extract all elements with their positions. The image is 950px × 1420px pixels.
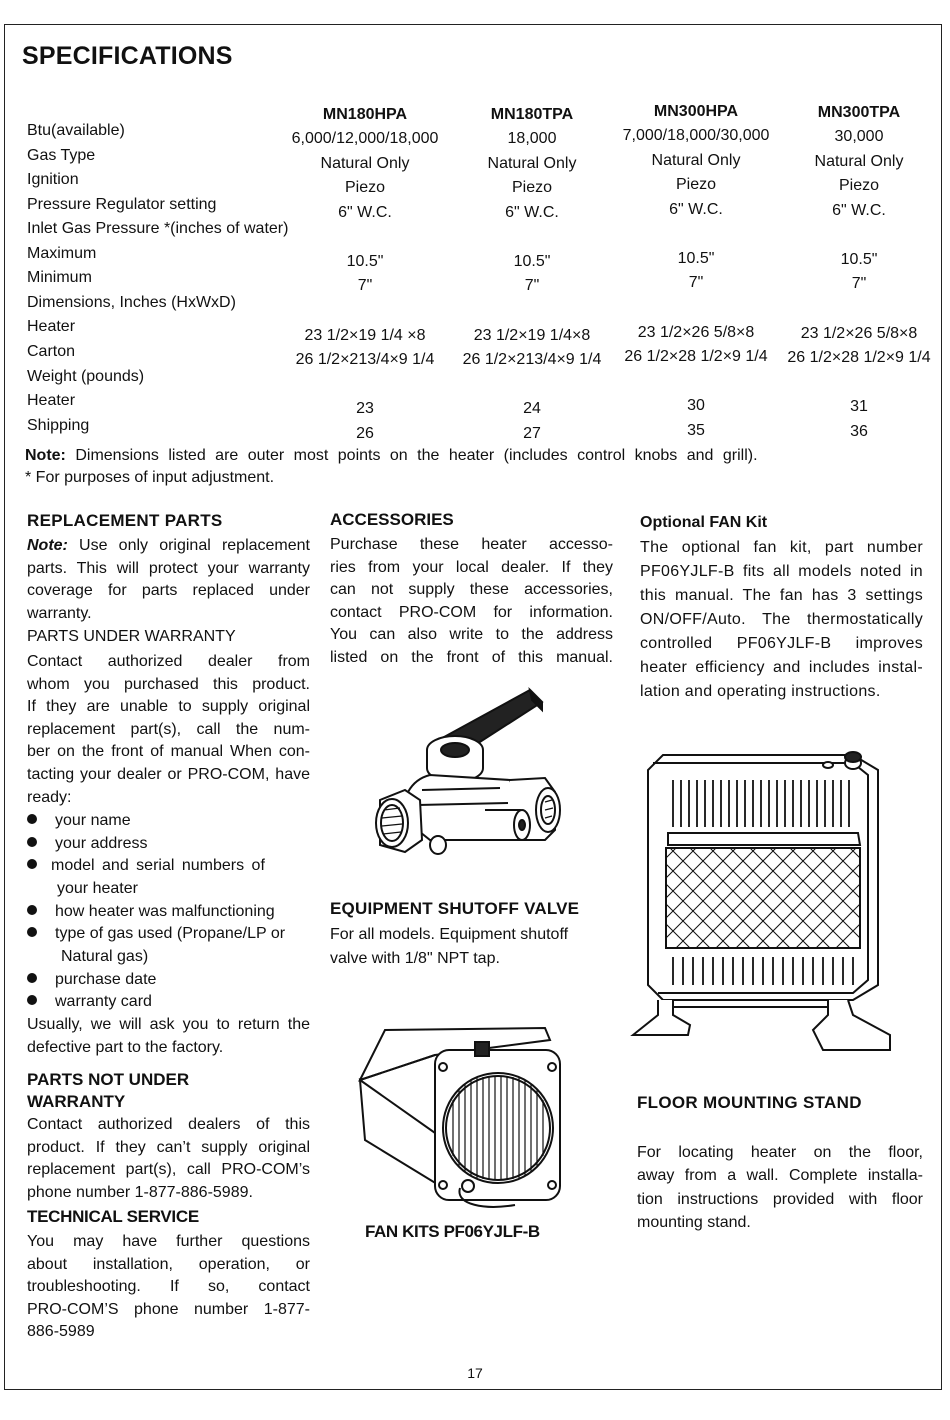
list-item: [27, 833, 148, 856]
list-item-text: type of gas used (Propane/LP or: [55, 925, 286, 942]
heading-line: PARTS NOT UNDER: [27, 1070, 190, 1089]
fan-kit-text: [640, 536, 923, 704]
list-item: [27, 991, 152, 1014]
spec-cell-ship-weight: 36: [850, 423, 868, 440]
floor-stand-text: [637, 1141, 923, 1234]
text-line: Contact authorized dealer from: [27, 653, 310, 670]
text-line: ber on the front of manual When con-: [27, 743, 310, 761]
bullet-icon: [27, 859, 37, 869]
row-label-carton: Carton: [27, 343, 76, 360]
list-item-text: warranty card: [55, 993, 152, 1010]
text-line: listed on the front of this manual.: [330, 648, 613, 666]
floor-stand-heading: FLOOR MOUNTING STAND: [637, 1093, 862, 1112]
text-line: this manual. The fan has 3 settings: [640, 587, 923, 604]
text-line: The optional fan kit, part number: [640, 539, 923, 556]
spec-cell-minimum: 7": [688, 274, 704, 291]
text-line: controlled PF06YJLF-B improves: [640, 635, 923, 652]
spec-cell-carton-dim: 26 1/2×28 1/2×9 1/4: [624, 348, 768, 365]
note-line: Use only original replacement: [67, 537, 310, 554]
text-line: tacting your dealer or PRO-COM, have: [27, 765, 310, 783]
bullet-icon: [27, 995, 37, 1005]
heading-line: WARRANTY: [27, 1092, 126, 1111]
technical-service-text: [27, 1231, 310, 1344]
accessories-heading: ACCESSORIES: [330, 510, 454, 529]
row-label-maximum: Maximum: [27, 245, 97, 262]
text-line: replacement part(s), call the num-: [27, 720, 310, 738]
text-line: ON/OFF/Auto. The thermostatically: [640, 611, 923, 628]
spec-cell-ignition: Piezo: [344, 179, 386, 196]
technical-service-heading: TECHNICAL SERVICE: [27, 1207, 199, 1226]
replacement-parts-heading: REPLACEMENT PARTS: [27, 511, 223, 530]
row-label-inlet-pressure: Inlet Gas Pressure *(inches of water): [27, 220, 289, 237]
note-label: Note:: [25, 447, 66, 464]
shutoff-valve-text: [330, 923, 568, 971]
text-line: Purchase these heater accesso-: [330, 536, 613, 553]
spec-cell-heater-dim: 23 1/2×19 1/4 ×8: [304, 327, 426, 344]
under-warranty-text: [27, 651, 310, 809]
text-line: ready:: [27, 788, 72, 806]
row-label-regulator: Pressure Regulator setting: [27, 196, 217, 213]
spec-cell-gas: Natural Only: [651, 152, 741, 169]
text-line: tion instructions provided with floor: [637, 1190, 923, 1208]
list-item-text: purchase date: [55, 971, 157, 988]
spec-cell-carton-dim: 26 1/2×28 1/2×9 1/4: [787, 349, 931, 366]
list-item: [27, 810, 131, 833]
row-label-btu: Btu(available): [27, 122, 125, 139]
spec-cell-regulator: 6" W.C.: [505, 204, 559, 221]
list-item-text: your address: [55, 835, 148, 852]
text-line: You may have further questions: [27, 1233, 310, 1250]
spec-cell-maximum: 10.5": [840, 251, 878, 268]
parts-not-under-warranty-heading: [27, 1069, 189, 1113]
text-line: For locating heater on the floor,: [637, 1144, 923, 1161]
bullet-icon: [27, 905, 37, 915]
list-item-continuation: Natural gas): [61, 948, 149, 965]
spec-cell-gas: Natural Only: [320, 155, 410, 172]
spec-cell-btu: 7,000/18,000/30,000: [622, 127, 770, 144]
spec-cell-maximum: 10.5": [513, 253, 551, 270]
text-line: about installation, operation, or: [27, 1255, 310, 1273]
spec-cell-btu: 6,000/12,000/18,000: [291, 130, 439, 147]
spec-cell-carton-dim: 26 1/2×213/4×9 1/4: [462, 351, 602, 368]
not-under-warranty-text: [27, 1114, 310, 1204]
spec-cell-gas: Natural Only: [814, 153, 904, 170]
row-label-ignition: Ignition: [27, 171, 79, 188]
spec-cell-heater-weight: 23: [356, 400, 374, 417]
list-item: [27, 901, 275, 924]
row-label-shipping: Shipping: [27, 417, 90, 434]
spec-cell-regulator: 6" W.C.: [832, 202, 886, 219]
note-line: coverage for parts replaced under: [27, 582, 310, 600]
list-item-continuation: your heater: [57, 880, 138, 897]
row-label-weight: Weight (pounds): [27, 368, 145, 385]
accessories-text: [330, 534, 613, 670]
text-line: PRO-COM’S phone number 1-877-: [27, 1300, 310, 1318]
text-line: defective part to the factory.: [27, 1038, 224, 1056]
return-part-text: [27, 1014, 310, 1059]
text-line: You can also write to the address: [330, 626, 613, 644]
text-line: replacement part(s), call PRO-COM’s: [27, 1161, 310, 1179]
spec-cell-maximum: 10.5": [677, 250, 715, 267]
spec-cell-minimum: 7": [851, 275, 867, 292]
spec-cell-minimum: 7": [357, 277, 373, 294]
row-label-dimensions: Dimensions, Inches (HxWxD): [27, 294, 236, 311]
text-line: heater efficiency and includes instal-: [640, 659, 923, 676]
list-item-text: model and serial numbers of: [51, 857, 265, 874]
text-line: contact PRO-COM for information.: [330, 603, 613, 621]
text-line: valve with 1/8" NPT tap.: [330, 950, 500, 967]
text-line: 886-5989: [27, 1323, 95, 1341]
parts-under-warranty-heading: PARTS UNDER WARRANTY: [27, 628, 236, 645]
list-item: [27, 923, 285, 946]
spec-cell-heater-weight: 31: [850, 398, 868, 415]
note-label: Note:: [27, 537, 68, 554]
row-label-minimum: Minimum: [27, 269, 92, 286]
note-line: parts. This will protect your warranty: [27, 559, 310, 577]
spec-footnote: * For purposes of input adjustment.: [25, 469, 275, 486]
spec-cell-ignition: Piezo: [511, 179, 553, 196]
list-item: [27, 969, 156, 992]
text-line: whom you purchased this product.: [27, 675, 310, 693]
list-item-text: your name: [55, 812, 131, 829]
note-text: Dimensions listed are outer most points on the heater (includes control knobs and grill).: [65, 447, 758, 464]
note-line: warranty.: [27, 604, 92, 622]
replacement-note: [27, 535, 310, 625]
spec-cell-heater-dim: 23 1/2×26 5/8×8: [637, 324, 755, 341]
spec-cell-heater-dim: 23 1/2×19 1/4×8: [473, 327, 591, 344]
text-line: If they are unable to supply original: [27, 698, 310, 716]
row-label-gas-type: Gas Type: [27, 147, 96, 164]
shutoff-valve-drawing: [360, 680, 590, 880]
list-item-text: how heater was malfunctioning: [55, 903, 275, 920]
spec-cell-regulator: 6" W.C.: [338, 204, 392, 221]
text-line: lation and operating instructions.: [640, 683, 881, 700]
model-header: MN300HPA: [653, 103, 739, 120]
bullet-icon: [27, 927, 37, 937]
model-header: MN180TPA: [490, 106, 574, 123]
text-line: away from a wall. Complete installa-: [637, 1167, 923, 1185]
spec-cell-ship-weight: 26: [356, 425, 374, 442]
model-header: MN300TPA: [817, 104, 901, 121]
bullet-icon: [27, 814, 37, 824]
spec-cell-btu: 18,000: [507, 130, 557, 147]
shutoff-valve-heading: EQUIPMENT SHUTOFF VALVE: [330, 899, 580, 918]
spec-note: [25, 447, 800, 465]
spec-cell-regulator: 6" W.C.: [669, 201, 723, 218]
text-line: mounting stand.: [637, 1213, 751, 1231]
spec-cell-ignition: Piezo: [838, 177, 880, 194]
spec-cell-gas: Natural Only: [487, 155, 577, 172]
text-line: product. If they can’t supply original: [27, 1138, 310, 1156]
text-line: Contact authorized dealers of this: [27, 1116, 310, 1133]
spec-cell-minimum: 7": [524, 277, 540, 294]
page-title: SPECIFICATIONS: [22, 42, 233, 70]
spec-cell-maximum: 10.5": [346, 253, 384, 270]
spec-cell-ship-weight: 35: [687, 422, 705, 439]
spec-cell-heater-weight: 24: [523, 400, 541, 417]
spec-cell-heater-weight: 30: [687, 397, 705, 414]
spec-cell-btu: 30,000: [834, 128, 884, 145]
text-line: Usually, we will ask you to return the: [27, 1016, 310, 1033]
list-item: [27, 855, 310, 878]
spec-cell-ignition: Piezo: [675, 176, 717, 193]
text-line: For all models. Equipment shutoff: [330, 926, 569, 943]
row-label-heater-dim: Heater: [27, 318, 76, 335]
bullet-icon: [27, 837, 37, 847]
model-header: MN180HPA: [322, 106, 408, 123]
page-number: 17: [467, 1365, 483, 1381]
fan-kit-caption: FAN KITS PF06YJLF-B: [365, 1222, 540, 1241]
spec-cell-heater-dim: 23 1/2×26 5/8×8: [800, 325, 918, 342]
bullet-icon: [27, 973, 37, 983]
text-line: troubleshooting. If so, contact: [27, 1278, 310, 1296]
optional-fan-kit-heading: Optional FAN Kit: [640, 514, 768, 531]
spec-cell-ship-weight: 27: [523, 425, 541, 442]
fan-kit-drawing: [345, 1020, 570, 1205]
text-line: can not supply these accessories,: [330, 581, 613, 599]
text-line: phone number 1-877-886-5989.: [27, 1183, 253, 1201]
text-line: ries from your local dealer. If they: [330, 558, 613, 576]
row-label-heater-weight: Heater: [27, 392, 76, 409]
text-line: PF06YJLF-B fits all models noted in: [640, 563, 923, 580]
spec-cell-carton-dim: 26 1/2×213/4×9 1/4: [295, 351, 435, 368]
heater-on-stand-drawing: [628, 745, 900, 1063]
